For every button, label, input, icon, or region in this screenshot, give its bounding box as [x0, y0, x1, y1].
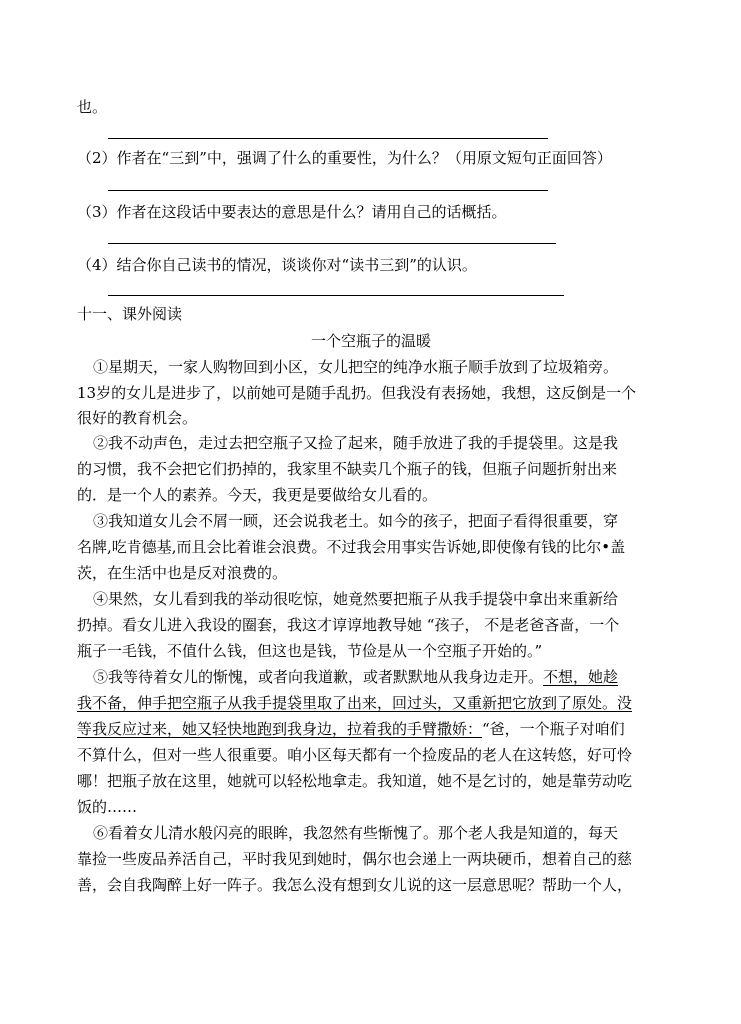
paragraph-4-line-3: 瓶子一毛钱，不值什么钱，但这也是钱，节俭是从一个空瓶子开始的。”: [77, 642, 543, 660]
paragraph-6-line-3: 善，会自我陶醉上好一阵子。我怎么没有想到女儿说的这一层意思呢？帮助一个人，: [77, 876, 633, 894]
question-2: （2）作者在“三到”中，强调了什么的重要性，为什么？（用原文短句正面回答）: [77, 149, 612, 167]
paragraph-5-line-6: 饭的……: [77, 798, 138, 816]
underlined-passage: 我不备，伸手把空瓶子从我手提袋里取了出来，回过头，又重新把它放到了原处。没: [77, 694, 633, 712]
paragraph-5-line-1: [93, 666, 618, 688]
article-title: 一个空瓶子的温暖: [311, 332, 432, 350]
paragraph-2-line-1: ②我不动声色，走过去把空瓶子又捡了起来，随手放进了我的手提袋里。这是我: [93, 434, 619, 452]
paragraph-1-line-2: 13岁的女儿是进步了，以前她可是随手乱扔。但我没有表扬她，我想，这反倒是一个: [77, 384, 637, 402]
paragraph-3-line-2: 名牌,吃肯德基,而且会比着谁会浪费。不过我会用事实告诉她,即使像有钱的比尔•盖: [77, 538, 626, 556]
paragraph-2-line-2: 的习惯，我不会把它们扔掉的，我家里不缺卖几个瓶子的钱，但瓶子问题折射出来: [77, 460, 618, 478]
paragraph-3-line-1: ③我知道女儿会不屑一顾，还会说我老土。如今的孩子，把面子看得很重要，穿: [93, 512, 619, 530]
paragraph-4-line-2: 扔掉。看女儿进入我设的圈套，我这才谆谆地教导她 “孩子， 不是老爸吝啬，一个: [77, 616, 620, 634]
paragraph-6-line-2: 靠捡一些废品养活自己，平时我见到她时，偶尔也会递上一两块硬币，想着自己的慈: [77, 850, 633, 868]
paragraph-4-line-1: ④果然，女儿看到我的举动很吃惊，她竟然要把瓶子从我手提袋中拿出来重新给: [93, 590, 619, 608]
paragraph-5-text: ⑤我等待着女儿的惭愧，或者向我道歉，或者默默地从我身边走开。: [93, 668, 544, 686]
underlined-passage: 不想，她趁: [543, 668, 619, 686]
question-3: （3）作者在这段话中要表达的意思是什么？请用自己的话概括。: [77, 203, 507, 221]
paragraph-3-line-3: 茨，在生活中也是反对浪费的。: [77, 564, 288, 582]
paragraph-1-line-3: 很好的教育机会。: [77, 409, 198, 427]
section-heading: 十一、课外阅读: [77, 305, 183, 323]
paragraph-5-line-4: 不算什么，但对一些人很重要。咱小区每天都有一个捡废品的老人在这转悠，好可怜: [77, 746, 633, 764]
continued-text: 也。: [77, 98, 108, 116]
underlined-passage: 等我反应过来，她又轻快地跑到我身边，拉着我的手臂撒娇：: [77, 720, 483, 738]
paragraph-5-line-5: 哪！把瓶子放在这里，她就可以轻松地拿走。我知道，她不是乞讨的，她是靠劳动吃: [77, 772, 633, 790]
answer-line-3: [108, 243, 556, 244]
paragraph-5-line-3: [77, 718, 625, 740]
question-4: （4）结合你自己读书的情况，谈谈你对“读书三到”的认识。: [77, 256, 477, 274]
answer-line-2: [108, 190, 548, 191]
answer-line-1: [108, 138, 548, 139]
paragraph-6-line-1: ⑥看着女儿清水般闪亮的眼眸，我忽然有些惭愧了。那个老人我是知道的，每天: [93, 824, 619, 842]
paragraph-5-text: “爸，一个瓶子对咱们: [482, 720, 625, 738]
paragraph-1-line-1: ①星期天，一家人购物回到小区，女儿把空的纯净水瓶子顺手放到了垃圾箱旁。: [93, 358, 619, 376]
paragraph-2-line-3: 的．是一个人的素养。今天，我更是要做给女儿看的。: [77, 486, 438, 504]
answer-line-4: [108, 295, 564, 296]
